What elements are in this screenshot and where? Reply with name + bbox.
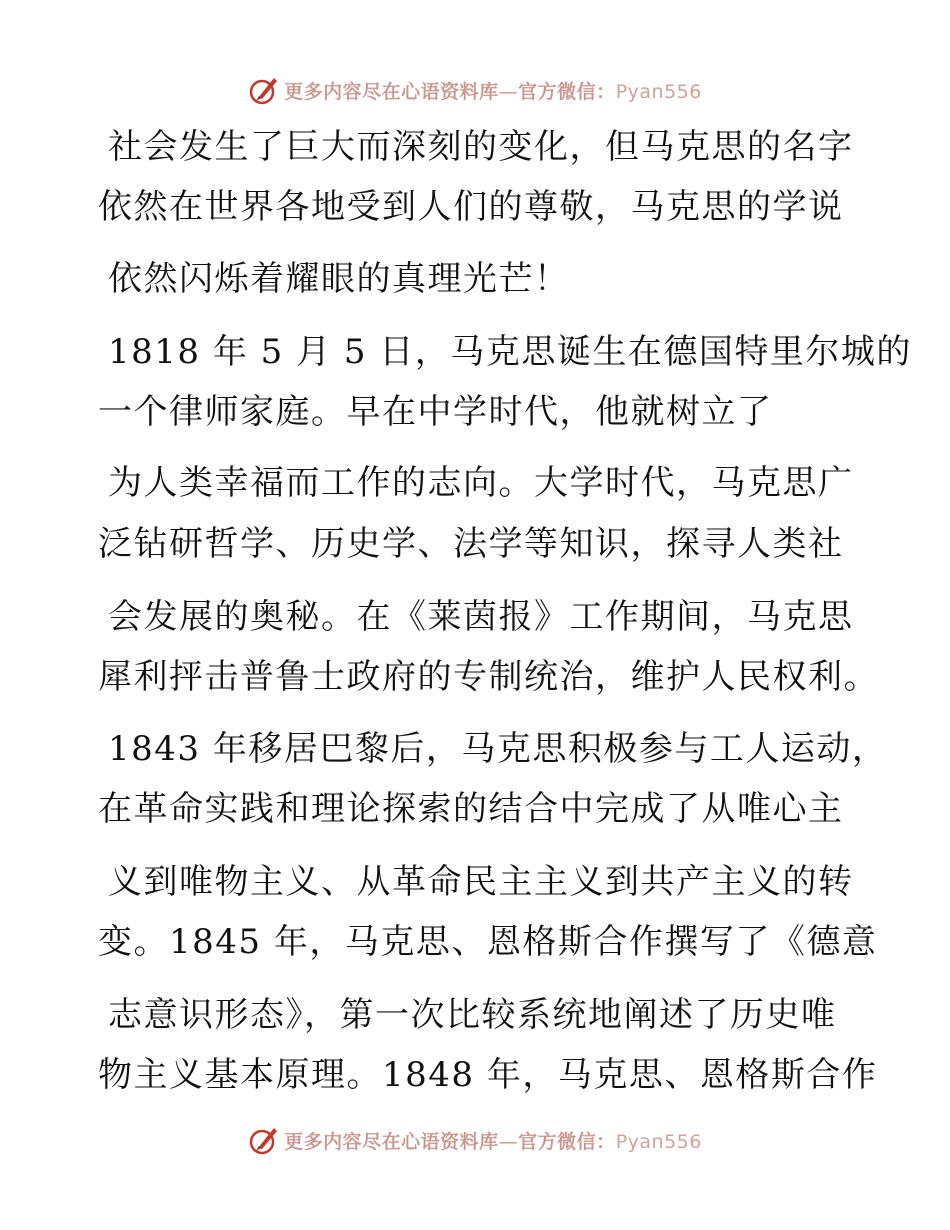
- body-line: 1818 年 5 月 5 日，马克思诞生在德国特里尔城的: [108, 332, 912, 372]
- watermark-account: Pyan556: [615, 80, 702, 103]
- quill-pen-logo-icon: [248, 1124, 280, 1156]
- body-line: 在革命实践和理论探索的结合中完成了从唯心主: [98, 789, 844, 829]
- body-line: 一个律师家庭。早在中学时代，他就树立了: [98, 392, 773, 432]
- body-line: 会发展的奥秘。在《莱茵报》工作期间，马克思: [108, 597, 854, 637]
- body-line: 1843 年移居巴黎后，马克思积极参与工人运动，: [108, 729, 888, 769]
- watermark-label: 官方微信：: [518, 1130, 616, 1153]
- body-line: 依然在世界各地受到人们的尊敬，马克思的学说: [98, 187, 844, 227]
- body-line: 社会发生了巨大而深刻的变化，但马克思的名字: [108, 127, 854, 167]
- body-line: 泛钻研哲学、历史学、法学等知识，探寻人类社: [98, 524, 844, 564]
- body-line: 变。1845 年，马克思、恩格斯合作撰写了《德意: [98, 922, 878, 962]
- footer-watermark: [0, 1120, 950, 1160]
- body-line: 依然闪烁着耀眼的真理光芒！: [108, 259, 570, 299]
- watermark-label: 官方微信：: [518, 80, 616, 103]
- watermark-separator: —: [498, 1130, 519, 1153]
- watermark-site: 更多内容尽在心语资料库: [284, 1130, 499, 1153]
- body-line: 为人类幸福而工作的志向。大学时代，马克思广: [108, 463, 854, 503]
- watermark-account: Pyan556: [615, 1130, 702, 1153]
- body-line: 义到唯物主义、从革命民主主义到共产主义的转: [108, 862, 854, 902]
- body-line: 犀利抨击普鲁士政府的专制统治，维护人民权利。: [98, 657, 879, 697]
- watermark-text-bottom: [284, 1127, 702, 1154]
- watermark-separator: —: [498, 80, 519, 103]
- body-line: 志意识形态》，第一次比较系统地阐述了历史唯: [108, 995, 837, 1035]
- watermark-site: 更多内容尽在心语资料库: [284, 80, 499, 103]
- body-line: 物主义基本原理。1848 年，马克思、恩格斯合作: [98, 1055, 878, 1095]
